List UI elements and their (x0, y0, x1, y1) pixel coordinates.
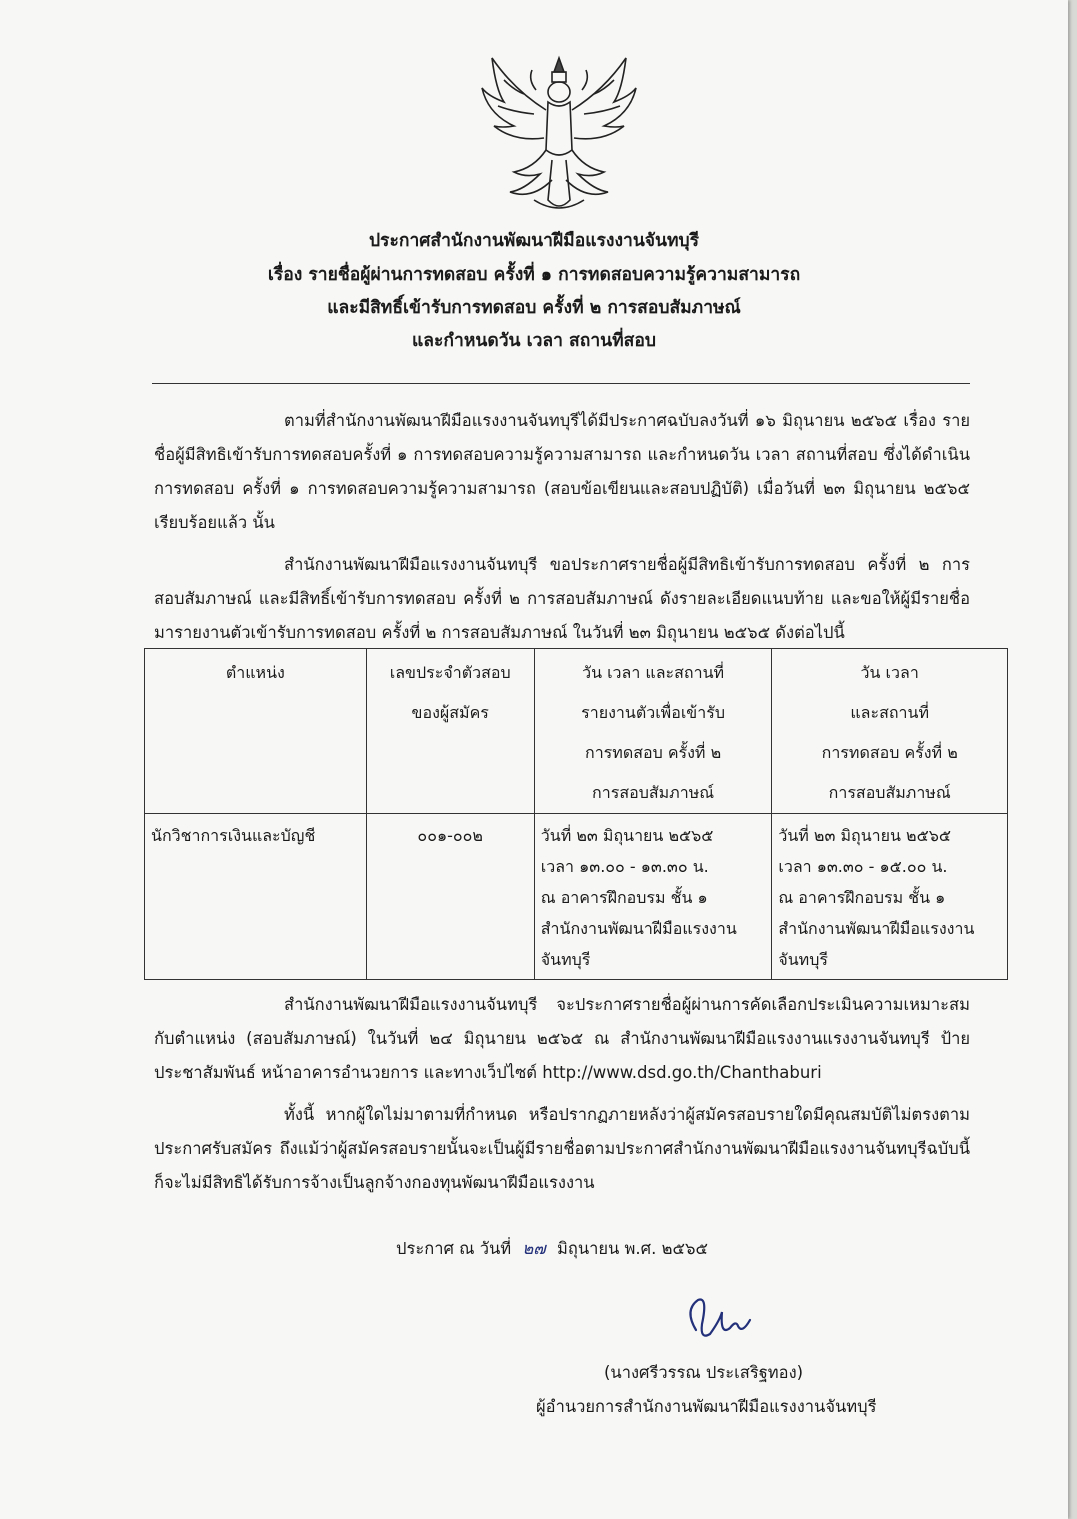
position-text: นักวิชาการเงินและบัญชี (151, 826, 316, 845)
header-cell-line: วัน เวลา (860, 663, 919, 682)
cell-position (145, 814, 367, 980)
header-cell-line: การสอบสัมภาษณ์ (592, 783, 715, 802)
subject-line: เรื่อง รายชื่อผู้ผ่านการทดสอบ ครั้งที่ ๑ การทดสอบความรู้ความสามารถ (267, 265, 801, 285)
header-cell-line: ของผู้สมัคร (411, 703, 489, 722)
paragraph-3 (154, 988, 970, 1090)
cell-report (534, 814, 772, 980)
announce-suffix: มิถุนายน พ.ศ. ๒๕๖๕ (556, 1239, 708, 1258)
report-line: ณ อาคารฝึกอบรม ชั้น ๑ (540, 888, 708, 907)
header-exam-id (366, 649, 534, 814)
header-cell-line: และสถานที่ (850, 703, 929, 722)
paragraph-2 (154, 548, 970, 650)
announce-day: ๒๗ (522, 1239, 546, 1258)
interview-line: เวลา ๑๓.๓๐ - ๑๕.๐๐ น. (778, 857, 948, 876)
report-line: วันที่ ๒๓ มิถุนายน ๒๕๖๕ (540, 826, 714, 845)
paragraph-1 (154, 404, 970, 540)
header-cell-line: การสอบสัมภาษณ์ (828, 783, 951, 802)
header-cell-line: การทดสอบ ครั้งที่ ๒ (585, 743, 722, 762)
signer-name: (นางศรีวรรณ ประเสริฐทอง) (604, 1363, 804, 1382)
interview-line: สำนักงานพัฒนาฝีมือแรงงาน (778, 919, 975, 938)
handwritten-signature (676, 1290, 766, 1350)
paragraph-2-text: สำนักงานพัฒนาฝีมือแรงงานจันทบุรี ขอประกาศรายชื่อผู้มีสิทธิเข้ารับการทดสอบ ครั้งที่ ๒ การสอบสัมภาษณ์ และมีสิทธิ์เข้ารับการทดสอบ ครั้งที่ ๒ การสอบสัมภาษณ์ ดังรายละเอียดแนบท้าย และขอให้ผู้มีรายชื่อมารายงานตัวเข้ารับการทดสอบ ครั้งที่ ๒ การสอบสัมภาษณ์ ในวันที่ ๒๓ มิถุนายน ๒๕๖๕ ดังต่อไปนี้ (154, 555, 970, 642)
paragraph-1-text: ตามที่สำนักงานพัฒนาฝีมือแรงงานจันทบุรีได้มีประกาศฉบับลงวันที่ ๑๖ มิถุนายน ๒๕๖๕ เรื่อง รายชื่อผู้มีสิทธิเข้ารับการทดสอบครั้งที่ ๑ การทดสอบความรู้ความสามารถ และกำหนดวัน เวลา สถานที่สอบ ซึ่งได้ดำเนินการทดสอบ ครั้งที่ ๑ การทดสอบความรู้ความสามารถ (สอบข้อเขียนและสอบปฏิบัติ) เมื่อวันที่ ๒๓ มิถุนายน ๒๕๖๕ เรียบร้อยแล้ว นั้น (154, 411, 970, 532)
signer-title: ผู้อำนวยการสำนักงานพัฒนาฝีมือแรงงานจันทบุรี (536, 1397, 877, 1416)
report-line: จันทบุรี (540, 950, 591, 969)
paragraph-4 (154, 1098, 970, 1200)
paragraph-4-text: ทั้งนี้ หากผู้ใดไม่มาตามที่กำหนด หรือปรากฏภายหลังว่าผู้สมัครสอบรายใดมีคุณสมบัติไม่ตรงตามประกาศรับสมัคร ถึงแม้ว่าผู้สมัครสอบรายนั้นจะเป็นผู้มีรายชื่อตามประกาศสำนักงานพัฒนาฝีมือแรงงานจันทบุรีฉบับนี้ก็จะไม่มีสิทธิได้รับการจ้างเป็นลูกจ้างกองทุนพัฒนาฝีมือแรงงาน (154, 1105, 970, 1192)
header-report (534, 649, 772, 814)
header-cell-line: การทดสอบ ครั้งที่ ๒ (821, 743, 958, 762)
cell-exam-id (366, 814, 534, 980)
paragraph-3-text: สำนักงานพัฒนาฝีมือแรงงานจันทบุรี จะประกาศรายชื่อผู้ผ่านการคัดเลือกประเมินความเหมาะสมกับตำแหน่ง (สอบสัมภาษณ์) ในวันที่ ๒๔ มิถุนายน ๒๕๖๕ ณ สำนักงานพัฒนาฝีมือแรงงานแรงงานจันทบุรี ป้ายประชาสัมพันธ์ หน้าอาคารอำนวยการ และทางเว็ปไซต์ http://www.dsd.go.th/Chanthaburi (154, 995, 970, 1082)
interview-line: วันที่ ๒๓ มิถุนายน ๒๕๖๕ (778, 826, 951, 845)
report-line: สำนักงานพัฒนาฝีมือแรงงาน (540, 919, 737, 938)
interview-line: ณ อาคารฝึกอบรม ชั้น ๑ (778, 888, 946, 907)
header-cell-line: เลขประจำตัวสอบ (389, 663, 511, 682)
exam-id-text: ๐๐๑-๐๐๒ (417, 826, 483, 845)
header-position (145, 649, 367, 814)
subject-line-2: และมีสิทธิ์เข้ารับการทดสอบ ครั้งที่ ๒ การสอบสัมภาษณ์ (327, 298, 741, 318)
header-divider (152, 383, 970, 384)
table-header-row (145, 649, 1008, 814)
announce-prefix: ประกาศ ณ วันที่ (396, 1239, 512, 1258)
report-line: เวลา ๑๓.๐๐ - ๑๓.๓๐ น. (540, 857, 709, 876)
announcement-title: ประกาศสำนักงานพัฒนาฝีมือแรงงานจันทบุรี (368, 231, 700, 251)
announce-date (396, 1236, 708, 1262)
subject-line-3: และกำหนดวัน เวลา สถานที่สอบ (412, 331, 656, 351)
header-cell-line: วัน เวลา และสถานที่ (582, 663, 725, 682)
table-row (145, 814, 1008, 980)
interview-line: จันทบุรี (778, 950, 828, 969)
cell-interview (772, 814, 1008, 980)
header-cell-line: รายงานตัวเพื่อเข้ารับ (581, 703, 725, 722)
schedule-table (144, 648, 1008, 980)
header-interview (772, 649, 1008, 814)
garuda-emblem-icon (474, 50, 644, 220)
header-cell-line: ตำแหน่ง (225, 663, 285, 682)
